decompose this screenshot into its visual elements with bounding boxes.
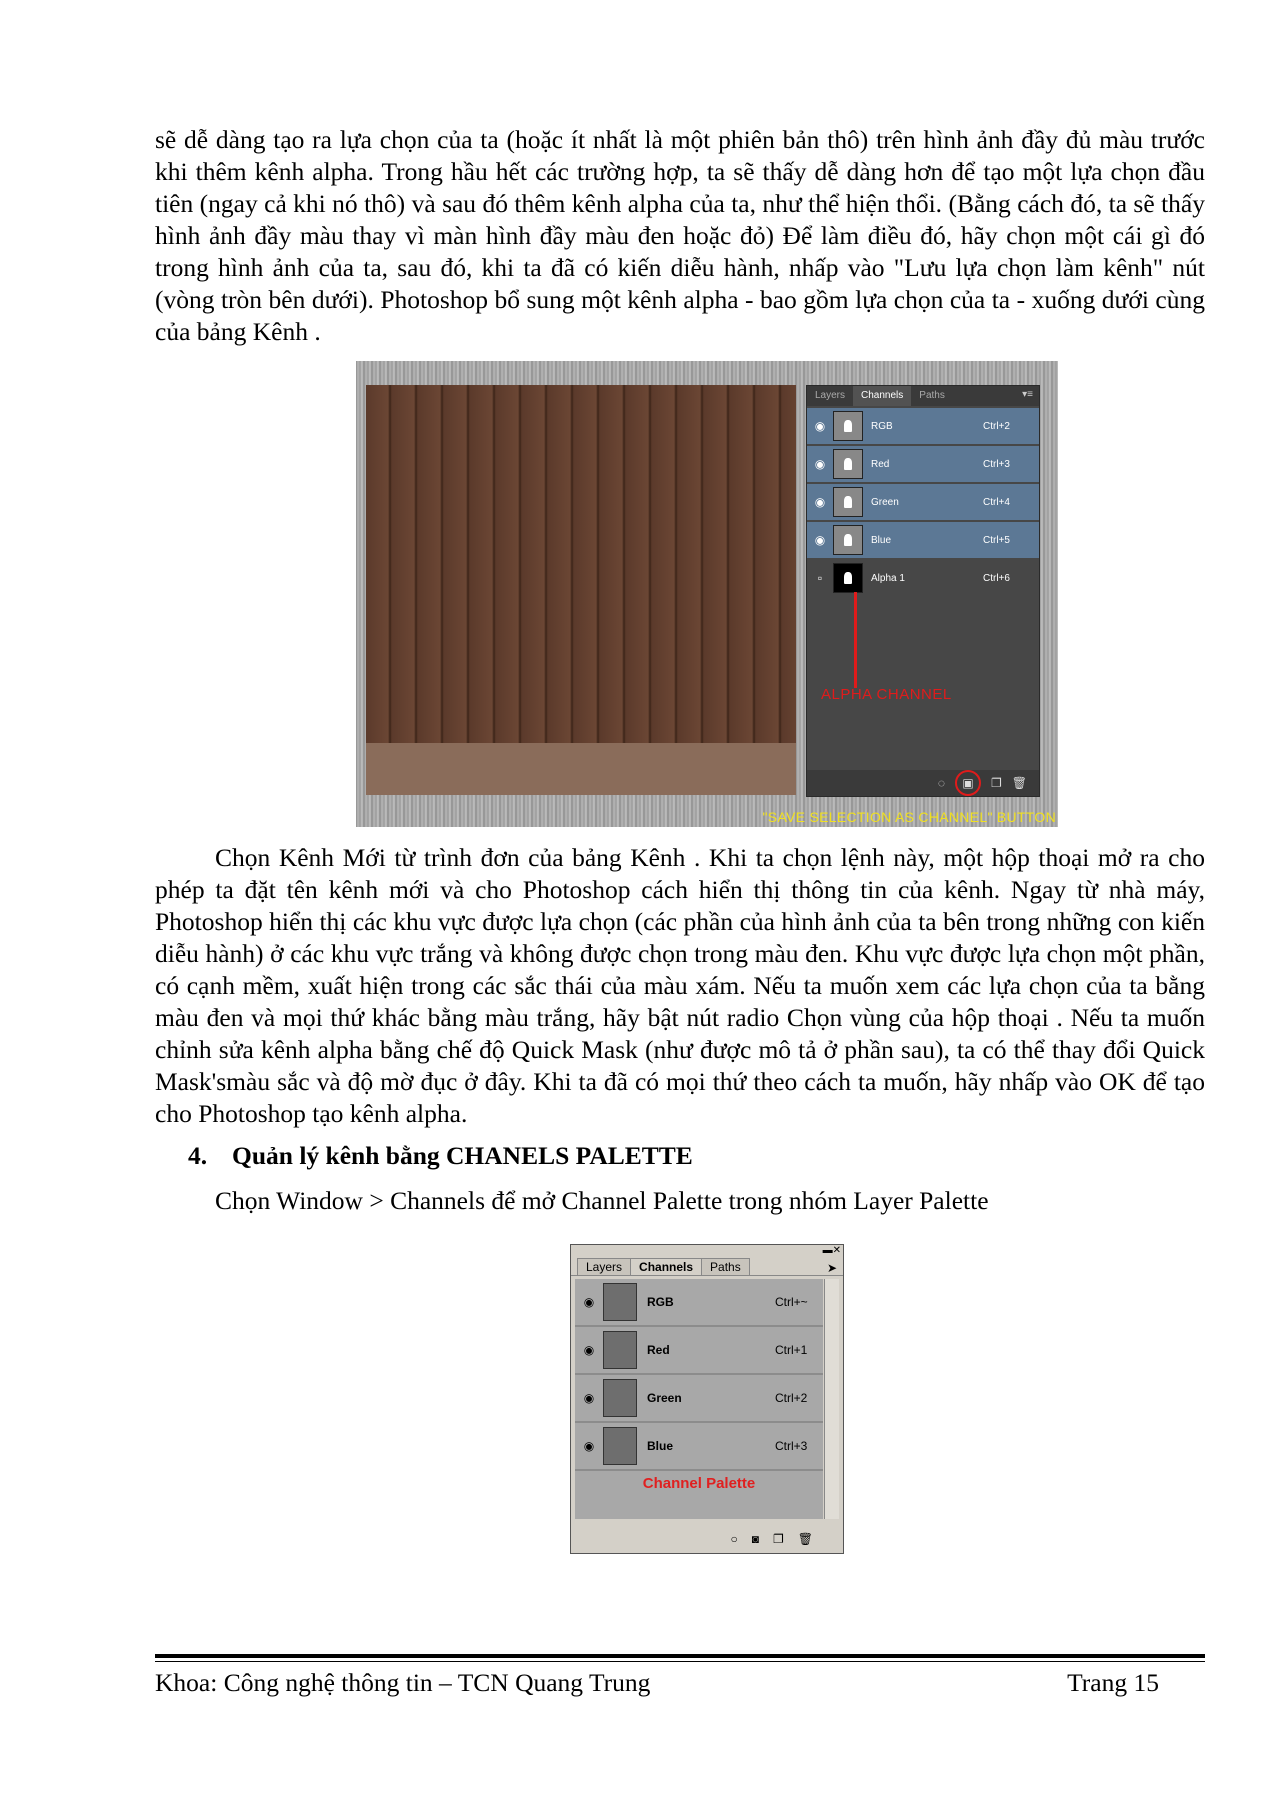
trash-icon[interactable]: 🗑 — [1011, 775, 1027, 790]
channel-thumbnail — [833, 525, 863, 555]
footer-rule-thick — [155, 1654, 1205, 1658]
channel-name: Blue — [647, 1439, 674, 1453]
channel-name: RGB — [871, 420, 893, 432]
load-selection-icon[interactable]: ○ — [730, 1532, 738, 1546]
channel-shortcut: Ctrl+1 — [775, 1343, 808, 1357]
palette-row-blue[interactable] — [575, 1423, 823, 1471]
channel-name: Blue — [871, 534, 892, 546]
alpha-channel-annotation: ALPHA CHANNEL — [821, 686, 952, 703]
palette-bottom-bar — [571, 1525, 843, 1553]
palette-tabs — [571, 1257, 843, 1276]
channel-row-blue[interactable] — [807, 522, 1039, 558]
woman-umbrella-photo — [366, 385, 796, 795]
channel-shortcut: Ctrl+~ — [775, 1295, 808, 1309]
channel-name: RGB — [647, 1295, 674, 1309]
eye-icon[interactable]: ◉ — [583, 1295, 595, 1309]
load-selection-icon[interactable]: ◌ — [937, 775, 945, 790]
palette-row-rgb[interactable] — [575, 1279, 823, 1327]
footer-page-number: Trang 15 — [1067, 1668, 1159, 1697]
channel-thumbnail — [833, 411, 863, 441]
eye-icon[interactable]: ◉ — [814, 495, 826, 509]
palette-scrollbar[interactable] — [824, 1279, 839, 1519]
channel-palette-figure — [570, 1244, 844, 1554]
channel-thumbnail — [603, 1427, 637, 1465]
channels-panel — [806, 385, 1040, 797]
palette-titlebar — [571, 1245, 843, 1257]
tab-channels[interactable]: Channels — [630, 1258, 702, 1275]
channel-thumbnail — [833, 449, 863, 479]
channel-shortcut: Ctrl+3 — [983, 458, 1010, 470]
visibility-box-icon[interactable]: ▫ — [817, 571, 823, 585]
trash-icon[interactable]: 🗑 — [797, 1532, 813, 1546]
instruction-line: Chọn Window > Channels để mở Channel Palette trong nhóm Layer Palette — [215, 1186, 989, 1215]
save-selection-icon[interactable]: ▣ — [955, 770, 981, 796]
channel-name: Red — [647, 1343, 670, 1357]
intro-paragraph: sẽ dễ dàng tạo ra lựa chọn của ta (hoặc ít nhất là một phiên bản thô) trên hình ảnh đầy đủ màu trước khi thêm kênh alpha. Trong hầu hết các trường hợp, ta sẽ thấy dễ dàng hơn để tạo một lựa chọn đầu tiên (ngay cả khi nó thô) và sau đó thêm kênh alpha của ta, như thể hiện thổi. (Bằng cách đó, ta sẽ thấy hình ảnh đầy màu thay vì màn hình đầy màu đen hoặc đỏ) Để làm điều đó, hãy chọn một cái gì đó trong hình ảnh của ta, sau đó, khi ta đã có kiến diễu hành, nhấp vào "Lưu lựa chọn làm kênh" nút (vòng tròn bên dưới). Photoshop bổ sung một kênh alpha - bao gồm lựa chọn của ta - xuống dưới cùng của bảng Kênh . — [155, 125, 1205, 346]
second-paragraph: Chọn Kênh Mới từ trình đơn của bảng Kênh . Khi ta chọn lệnh này, một hộp thoại mở ra cho phép ta đặt tên kênh mới và cho Photoshop cách hiển thị thông tin của kênh. Ngay từ nhà máy, Photoshop hiển thị các khu vực được lựa chọn (các phần của hình ảnh của ta bên trong những con kiến diễu hành) ở các khu vực trắng và không được chọn trong màu đen. Khu vực được lựa chọn một phần, có cạnh mềm, xuất hiện trong các sắc thái của màu xám. Nếu ta muốn xem các lựa chọn của ta bằng màu đen và mọi thứ khác bằng màu trắng, hãy bật nút radio Chọn vùng của hộp thoại . Nếu ta muốn chỉnh sửa kênh alpha bằng chế độ Quick Mask (như được mô tả ở phần sau), ta có thể thay đổi Quick Mask'smàu sắc và độ mờ đục ở đây. Khi ta đã có mọi thứ theo cách ta muốn, hãy nhấp vào OK để tạo cho Photoshop tạo kênh alpha. — [155, 843, 1205, 1128]
new-channel-icon[interactable]: ❐ — [773, 1532, 784, 1546]
save-selection-annotation: "SAVE SELECTION AS CHANNEL" BUTTON — [762, 809, 1056, 825]
channel-shortcut: Ctrl+5 — [983, 534, 1010, 546]
minimize-close-icon[interactable]: ▬✕ — [822, 1245, 841, 1256]
save-selection-icon[interactable]: ◙ — [751, 1532, 759, 1546]
heading-number: 4. — [188, 1141, 208, 1170]
new-channel-icon[interactable]: ❐ — [991, 775, 1002, 790]
channel-row-rgb[interactable] — [807, 408, 1039, 444]
photo-ground — [366, 743, 796, 795]
palette-menu-arrow-icon[interactable]: ➤ — [826, 1261, 837, 1275]
channel-row-green[interactable] — [807, 484, 1039, 520]
channel-thumbnail — [833, 487, 863, 517]
channel-shortcut: Ctrl+2 — [983, 420, 1010, 432]
tab-layers[interactable]: Layers — [815, 390, 846, 401]
channel-thumbnail — [603, 1283, 637, 1321]
panel-tabs — [807, 386, 1039, 406]
channel-thumbnail — [603, 1379, 637, 1417]
channel-row-alpha[interactable] — [807, 560, 1039, 596]
footer-department: Khoa: Công nghệ thông tin – TCN Quang Trung — [155, 1668, 651, 1697]
channel-thumbnail — [603, 1331, 637, 1369]
channel-name: Red — [871, 458, 890, 470]
channel-name: Green — [647, 1391, 682, 1405]
heading-text: Quản lý kênh bằng CHANELS PALETTE — [232, 1141, 693, 1170]
channel-name: Alpha 1 — [871, 572, 905, 584]
eye-icon[interactable]: ◉ — [583, 1391, 595, 1405]
eye-icon[interactable]: ◉ — [814, 457, 826, 471]
alpha-pointer-line — [854, 592, 857, 688]
palette-channel-list — [575, 1279, 823, 1519]
eye-icon[interactable]: ◉ — [814, 419, 826, 433]
palette-row-green[interactable] — [575, 1375, 823, 1423]
channel-shortcut: Ctrl+4 — [983, 496, 1010, 508]
channel-shortcut: Ctrl+6 — [983, 572, 1010, 584]
tab-paths[interactable]: Paths — [701, 1258, 750, 1275]
tab-paths[interactable]: Paths — [919, 390, 945, 401]
footer-rule-thin — [155, 1661, 1205, 1662]
eye-icon[interactable]: ◉ — [583, 1343, 595, 1357]
panel-menu-icon[interactable]: ▾≡ — [1022, 389, 1033, 400]
channel-thumbnail — [833, 563, 863, 593]
channel-shortcut: Ctrl+2 — [775, 1391, 808, 1405]
channel-name: Green — [871, 496, 899, 508]
channel-shortcut: Ctrl+3 — [775, 1439, 808, 1453]
section-heading — [188, 1141, 693, 1171]
tab-channels[interactable]: Channels — [853, 386, 911, 406]
channel-row-red[interactable] — [807, 446, 1039, 482]
palette-row-red[interactable] — [575, 1327, 823, 1375]
eye-icon[interactable]: ◉ — [583, 1439, 595, 1453]
palette-caption: Channel Palette — [642, 1475, 756, 1492]
eye-icon[interactable]: ◉ — [814, 533, 826, 547]
panel-bottom-bar — [807, 770, 1039, 796]
photoshop-channels-figure — [356, 361, 1058, 827]
tab-layers[interactable]: Layers — [577, 1258, 631, 1275]
